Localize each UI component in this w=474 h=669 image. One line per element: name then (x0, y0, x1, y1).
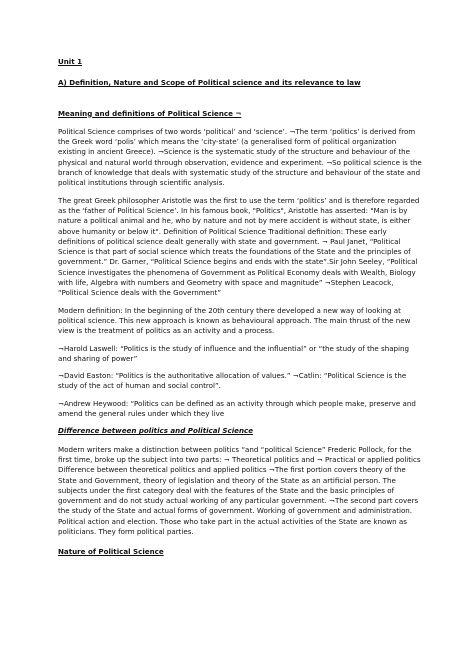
quote-heywood: ¬Andrew Heywood: “Politics can be defined as an activity through which people make, preserve and amend the general rules under which they live (58, 398, 416, 419)
section-heading: A) Definition, Nature and Scope of Political science and its relevance to law (58, 78, 361, 88)
paragraph-political-science-intro: Political Science comprises of two words ‘political’ and ‘science’. ¬The term ‘politics’ is derived from the Greek word ‘polis’ which means the ‘city-state’ (a generalised form of political organization existing in ancient Greece). ¬Science is the systematic study of the structure and behaviour of the physical and natural world through observation, evidence and experiment. ¬So political science is the branch of knowledge that deals with systematic study of the structure and behaviour of the state and political institutions through scientific analysis. (58, 126, 422, 188)
meaning-heading: Meaning and definitions of Political Science ¬ (58, 108, 242, 118)
paragraph-modern-definition: Modern definition: In the beginning of the 20th century there developed a new way of looking at political science. This new approach is known as behavioural approach. The main thrust of the new view is the treatment of politics as an activity and a process. (58, 305, 411, 336)
nature-heading: Nature of Political Science (58, 547, 164, 557)
paragraph-difference: Modern writers make a distinction between politics “and “political Science” Frederic Pollock, for the first time, broke up the subject into two parts: ¬ Theoretical politics and ¬ Practical or applied politics Difference between theoretical politics and applied politics ¬The first portion covers theory of the State and Government, theory of legislation and theory of the State as an artificial person. The subjects under the first category deal with the features of the State and the basic principles of government and do not study actual working of any particular government. ¬The second part covers the study of the State and actual forms of government. Working of government and administration. Political action and election. Those who take part in the actual activities of the State are known as politicians. They form political parties. (58, 444, 421, 536)
unit-title: Unit 1 (58, 57, 83, 66)
paragraph-aristotle-traditional: The great Greek philosopher Aristotle was the first to use the term ‘politics’ and is therefore regarded as the ‘father of Political Science’. In his famous book, "Politics", Aristotle has asserted: "Man is by nature a political animal and he, who by nature and not by mere accident is without state, is either above humanity or below it". Definition of Political Science Traditional definition: These early definitions of political science dealt generally with state and government. ¬ Paul Janet, “Political Science is that part of social science which treats the foundations of the State and the principles of government.” Dr. Garner, “Political Science begins and ends with the state”.Sir John Seeley, “Political Science investigates the phenomena of Government as Political Economy deals with Wealth, Biology with life, Algebra with numbers and Geometry with space and magnitude” ¬Stephen Leacock, “Political Science deals with the Government” (58, 195, 420, 298)
quote-laswell: ¬Harold Laswell: “Politics is the study of influence and the influential” or “the study of the shaping and sharing of power” (58, 343, 410, 363)
difference-heading: Difference between politics and Political Science (58, 426, 254, 436)
quote-easton-catlin: ¬David Easton: “Politics is the authoritative allocation of values.” ¬Catlin: “Political Science is the study of the act of human and social control”. (58, 371, 407, 391)
